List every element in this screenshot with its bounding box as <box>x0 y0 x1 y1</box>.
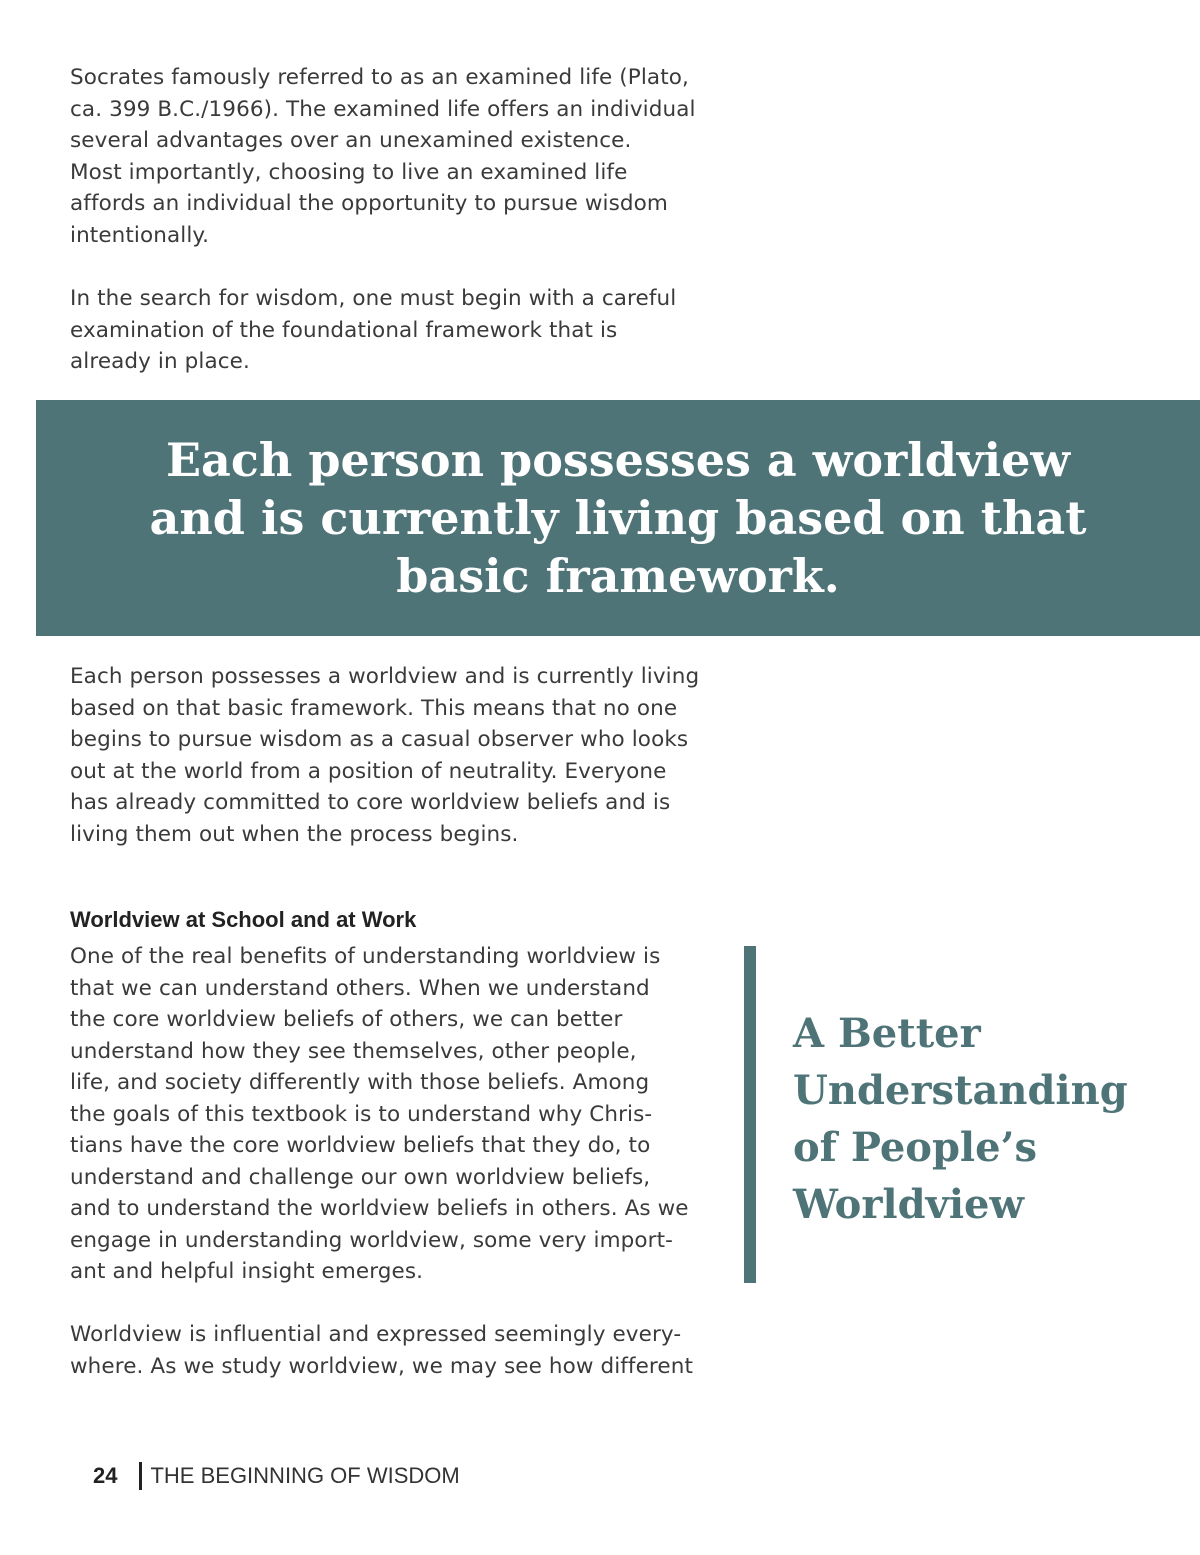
text-line: engage in understanding worldview, some very import- <box>70 1227 673 1253</box>
text-line: life, and society differently with those beliefs. Among <box>70 1070 650 1095</box>
pull-quote-line: Worldview <box>793 1181 1024 1228</box>
text-line: begins to pursue wisdom as a casual observer who looks <box>70 727 689 752</box>
pull-quote-line: A Better <box>793 1010 981 1057</box>
text-line: understand and challenge our own worldview beliefs, <box>70 1164 651 1190</box>
running-title: THE BEGINNING OF WISDOM <box>150 1463 460 1488</box>
text-line: living them out when the process begins. <box>70 821 519 847</box>
text-line: ant and helpful insight emerges. <box>70 1259 424 1284</box>
pull-quote-line: of People’s <box>793 1124 1038 1171</box>
text-line: that we can understand others. When we understand <box>70 975 650 1001</box>
text-line: has already committed to core worldview beliefs and is <box>70 790 671 815</box>
text-line: and to understand the worldview beliefs in others. As we <box>70 1196 689 1221</box>
text-line: Socrates famously referred to as an examined life (Plato, <box>70 65 689 90</box>
page-number: 24 <box>93 1463 118 1488</box>
banner-line: basic framework. <box>396 549 840 603</box>
text-line: several advantages over an unexamined existence. <box>70 128 632 153</box>
paragraph-examined-life <box>70 62 730 251</box>
text-line: ca. 399 B.C./1966). The examined life offers an individual <box>70 96 696 122</box>
text-line: understand how they see themselves, other people, <box>70 1038 637 1064</box>
pull-quote <box>793 1005 1128 1233</box>
banner-quote <box>150 431 1087 605</box>
text-line: based on that basic framework. This means that no one <box>70 695 678 721</box>
banner-line: and is currently living based on that <box>149 491 1087 545</box>
section-heading: Worldview at School and at Work <box>70 907 417 932</box>
text-line: the goals of this textbook is to understand why Chris- <box>70 1101 653 1127</box>
text-line: out at the world from a position of neutrality. Everyone <box>70 758 667 784</box>
footer-divider <box>139 1462 142 1490</box>
paragraph-worldview-framework <box>70 661 730 850</box>
text-line: where. As we study worldview, we may see how different <box>70 1353 693 1379</box>
pull-quote-rule <box>744 946 756 1283</box>
page-footer <box>93 1461 460 1491</box>
text-line: examination of the foundational framework that is <box>70 317 618 343</box>
pull-quote-line: Understanding <box>793 1067 1128 1114</box>
text-line: intentionally. <box>70 222 210 248</box>
banner-line: Each person possesses a worldview <box>166 433 1070 487</box>
paragraph-search-for-wisdom <box>70 283 730 378</box>
text-line: already in place. <box>70 349 250 374</box>
paragraph-worldview-influential <box>70 1319 730 1382</box>
text-line: the core worldview beliefs of others, we can better <box>70 1007 623 1032</box>
text-line: Each person possesses a worldview and is currently living <box>70 664 700 689</box>
text-line: affords an individual the opportunity to pursue wisdom <box>70 191 668 216</box>
text-line: tians have the core worldview beliefs that they do, to <box>70 1133 651 1158</box>
text-line: In the search for wisdom, one must begin with a careful <box>70 286 677 311</box>
paragraph-understanding-others <box>70 941 730 1288</box>
callout-banner <box>36 400 1200 636</box>
text-line: One of the real benefits of understanding worldview is <box>70 944 661 969</box>
text-line: Most importantly, choosing to live an examined life <box>70 159 628 185</box>
text-line: Worldview is influential and expressed seemingly every- <box>70 1322 682 1347</box>
